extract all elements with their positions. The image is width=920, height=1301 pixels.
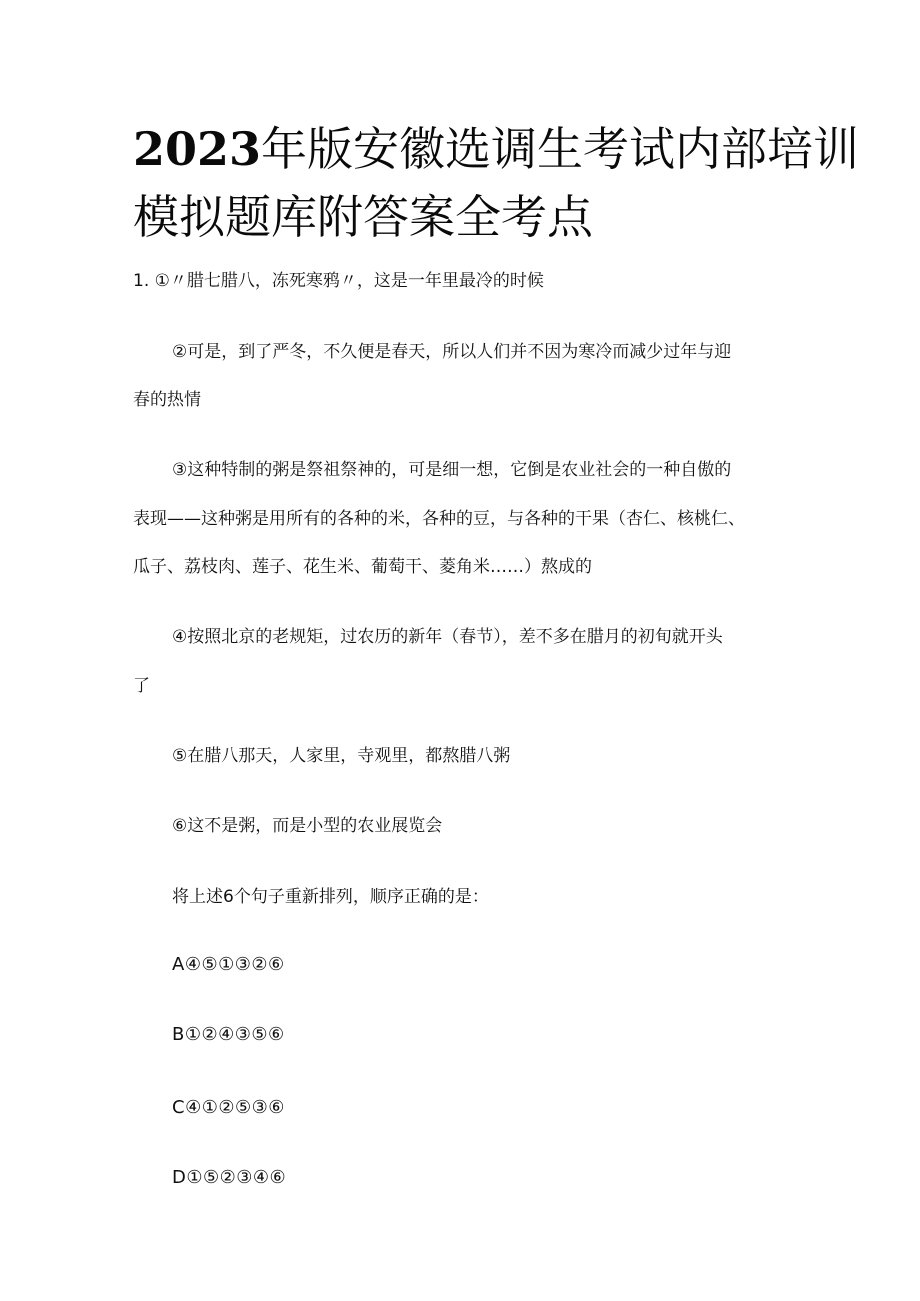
question-item-6: ⑥这不是粥，而是小型的农业展览会 — [172, 816, 443, 836]
question-item-2-line-1: ②可是，到了严冬，不久便是春天，所以人们并不因为寒冷而减少过年与迎 — [172, 342, 732, 362]
option-b[interactable]: B①②④③⑤⑥ — [172, 1024, 285, 1045]
question-item-3-line-1: ③这种特制的粥是祭祖祭神的，可是细一想，它倒是农业社会的一种自傲的 — [172, 460, 732, 480]
question-item-3-line-2: 表现——这种粥是用所有的各种的米，各种的豆，与各种的干果（杏仁、核桃仁、 — [133, 509, 745, 529]
question-item-4-line-1: ④按照北京的老规矩，过农历的新年（春节），差不多在腊月的初旬就开头 — [172, 627, 723, 647]
option-a[interactable]: A④⑤①③②⑥ — [172, 954, 285, 975]
document-title-line-2: 模拟题库附答案全考点 — [133, 190, 593, 244]
question-item-2-line-2: 春的热情 — [133, 390, 201, 410]
question-item-4-line-2: 了 — [133, 676, 150, 696]
title-text: 年版安徽选调生考试内部培训 — [261, 122, 860, 176]
option-c[interactable]: C④①②⑤③⑥ — [172, 1097, 285, 1118]
document-title-line-1 — [133, 118, 860, 180]
option-d[interactable]: D①⑤②③④⑥ — [172, 1167, 287, 1188]
title-year: 2023 — [133, 122, 262, 176]
question-stem-item-1: 1. ①〃腊七腊八，冻死寒鸦〃，这是一年里最冷的时候 — [133, 271, 544, 291]
question-item-5: ⑤在腊八那天，人家里，寺观里，都熬腊八粥 — [172, 746, 511, 766]
question-item-3-line-3: 瓜子、荔枝肉、莲子、花生米、葡萄干、菱角米……）熬成的 — [133, 557, 592, 577]
question-prompt: 将上述6个句子重新排列，顺序正确的是： — [172, 887, 489, 907]
